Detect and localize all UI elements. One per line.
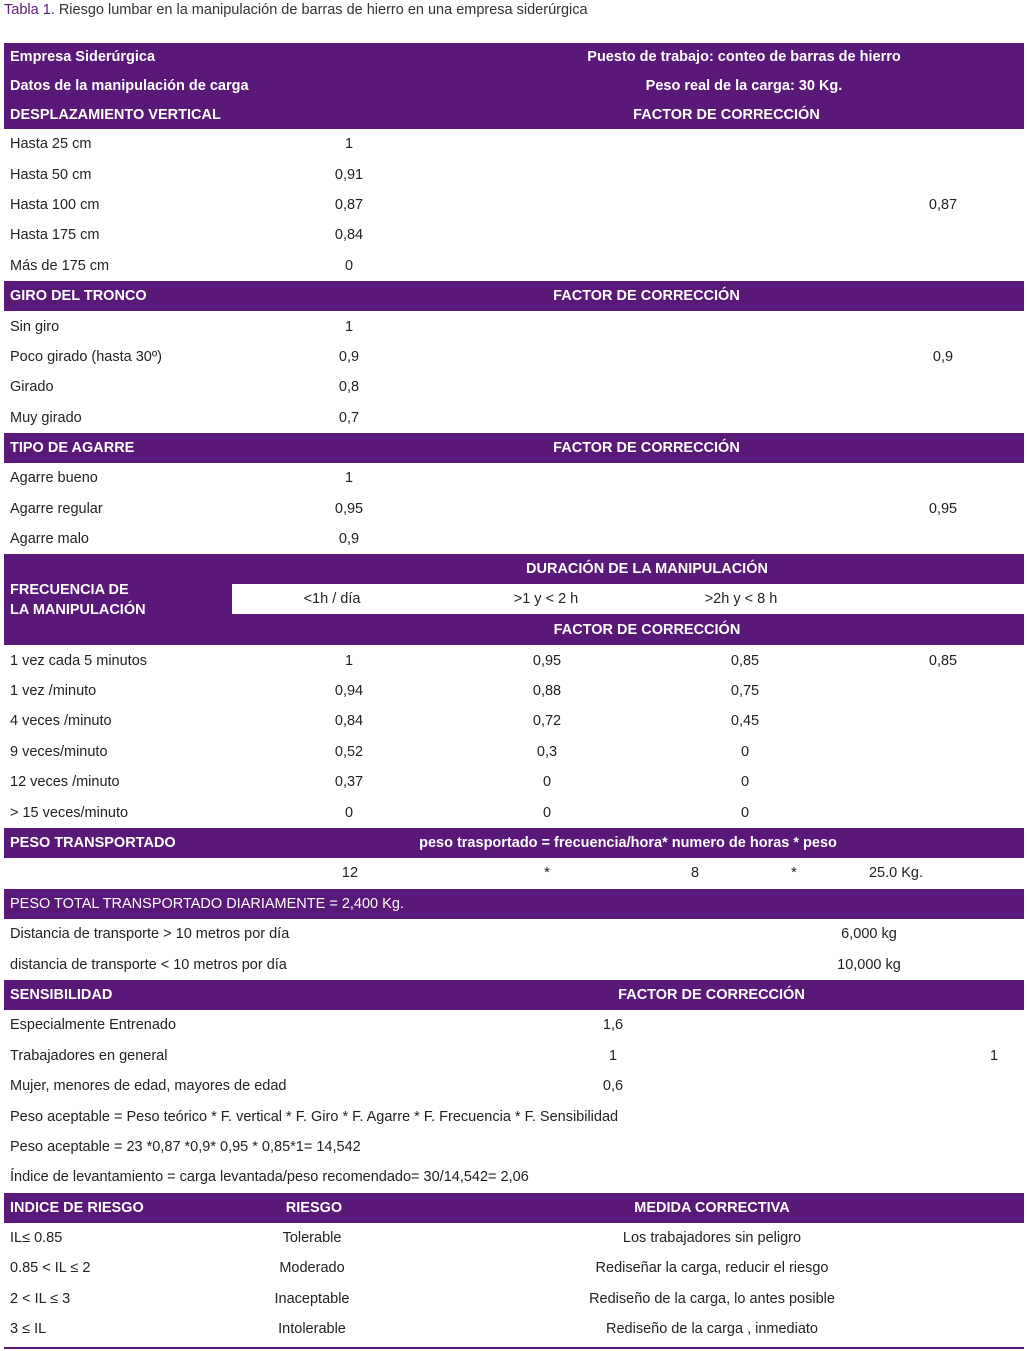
caption-label: Tabla 1. bbox=[4, 2, 55, 18]
frecuencia-value-2: 0,88 bbox=[532, 683, 562, 700]
frecuencia-value-3: 0,75 bbox=[730, 683, 760, 700]
frecuencia-value-1: 0 bbox=[344, 804, 354, 821]
frecuencia-value-2: 0 bbox=[542, 804, 552, 821]
frecuencia-value-1: 0,37 bbox=[334, 774, 364, 791]
sensibilidad-row-value: 0,6 bbox=[602, 1078, 624, 1095]
peso-calc-row bbox=[4, 858, 1024, 888]
agarre-row-value: 1 bbox=[344, 470, 354, 487]
vertical-row bbox=[4, 190, 1024, 220]
distance-row-value: 6,000 kg bbox=[841, 926, 897, 943]
sensibilidad-title: SENSIBILIDAD bbox=[10, 986, 113, 1003]
peso-calc-freq: 12 bbox=[341, 865, 359, 882]
duration-option-1: <1h / día bbox=[303, 591, 361, 608]
frecuencia-value-1: 0,84 bbox=[334, 713, 364, 730]
formula-text: Peso aceptable = 23 *0,87 *0,9* 0,95 * 0,85*1= 14,542 bbox=[10, 1138, 361, 1155]
giro-row bbox=[4, 372, 1024, 402]
vertical-rows bbox=[4, 129, 1024, 281]
peso-header bbox=[4, 828, 1024, 858]
vertical-title: DESPLAZAMIENTO VERTICAL bbox=[10, 106, 221, 123]
agarre-rows bbox=[4, 463, 1024, 554]
agarre-row-value: 0,95 bbox=[334, 500, 364, 517]
vertical-row-value: 0,84 bbox=[334, 227, 364, 244]
distance-row bbox=[4, 919, 1024, 949]
frecuencia-title: FRECUENCIA DE LA MANIPULACIÓN bbox=[4, 554, 232, 645]
company-name: Empresa Siderúrgica bbox=[10, 49, 156, 66]
agarre-selected: 0,95 bbox=[928, 500, 958, 517]
table-caption bbox=[4, 2, 588, 18]
peso-title: PESO TRANSPORTADO bbox=[10, 835, 176, 851]
sensibilidad-row bbox=[4, 1071, 1024, 1101]
real-weight: Peso real de la carga: 30 Kg. bbox=[645, 77, 843, 94]
riesgo-level: Moderado bbox=[279, 1260, 345, 1277]
frecuencia-value-3: 0,85 bbox=[730, 652, 760, 669]
giro-row-value: 0,7 bbox=[338, 409, 360, 426]
giro-row-value: 0,8 bbox=[338, 379, 360, 396]
frecuencia-value-2: 0 bbox=[542, 774, 552, 791]
frecuencia-row bbox=[4, 737, 1024, 767]
vertical-row-label: Hasta 25 cm bbox=[10, 136, 92, 153]
giro-selected: 0,9 bbox=[932, 348, 954, 365]
giro-header bbox=[4, 281, 1024, 311]
frecuencia-factor-title: FACTOR DE CORRECCIÓN bbox=[553, 621, 741, 638]
peso-calc-hours: 8 bbox=[690, 865, 700, 882]
distance-row bbox=[4, 949, 1024, 979]
duration-title: DURACIÓN DE LA MANIPULACIÓN bbox=[526, 561, 768, 578]
vertical-selected: 0,87 bbox=[928, 196, 958, 213]
riesgo-measure: Rediseño de la carga , inmediato bbox=[606, 1321, 818, 1338]
peso-total-row bbox=[4, 889, 1024, 919]
agarre-row bbox=[4, 463, 1024, 493]
giro-rows bbox=[4, 311, 1024, 433]
giro-row bbox=[4, 403, 1024, 433]
giro-title: GIRO DEL TRONCO bbox=[10, 288, 147, 305]
risk-table bbox=[4, 43, 1024, 1344]
frecuencia-row-label: 12 veces /minuto bbox=[10, 774, 120, 791]
giro-row-value: 1 bbox=[344, 318, 354, 335]
giro-row bbox=[4, 342, 1024, 372]
giro-factor-title: FACTOR DE CORRECCIÓN bbox=[553, 288, 740, 305]
giro-row-value: 0,9 bbox=[338, 348, 360, 365]
riesgo-level: Intolerable bbox=[278, 1321, 346, 1338]
vertical-row bbox=[4, 220, 1024, 250]
peso-calc-op1: * bbox=[544, 865, 550, 882]
frecuencia-value-2: 0,72 bbox=[532, 713, 562, 730]
sensibilidad-selected: 1 bbox=[989, 1047, 999, 1064]
frecuencia-row bbox=[4, 645, 1024, 675]
vertical-row-value: 0,91 bbox=[334, 166, 364, 183]
riesgo-index-header: INDICE DE RIESGO bbox=[10, 1199, 144, 1216]
vertical-row-value: 0 bbox=[344, 257, 354, 274]
riesgo-header bbox=[4, 1193, 1024, 1223]
riesgo-level: Inaceptable bbox=[274, 1290, 350, 1307]
vertical-row-label: Hasta 50 cm bbox=[10, 166, 92, 183]
riesgo-row bbox=[4, 1314, 1024, 1344]
peso-calc-op2: * bbox=[791, 865, 797, 882]
frecuencia-factor-header bbox=[232, 614, 1024, 645]
frecuencia-value-1: 1 bbox=[344, 652, 354, 669]
vertical-row bbox=[4, 251, 1024, 281]
sensibilidad-header bbox=[4, 980, 1024, 1010]
agarre-row bbox=[4, 524, 1024, 554]
giro-row-label: Sin giro bbox=[10, 318, 60, 335]
giro-row-label: Muy girado bbox=[10, 409, 82, 426]
agarre-row bbox=[4, 494, 1024, 524]
duration-options-row bbox=[232, 584, 1024, 614]
riesgo-measure: Los trabajadores sin peligro bbox=[622, 1230, 802, 1247]
riesgo-index: IL≤ 0.85 bbox=[10, 1230, 63, 1247]
riesgo-rows bbox=[4, 1223, 1024, 1345]
duration-option-3: >2h y < 8 h bbox=[704, 591, 778, 608]
agarre-row-label: Agarre regular bbox=[10, 500, 103, 517]
frecuencia-selected: 0,85 bbox=[928, 652, 958, 669]
duration-option-2: >1 y < 2 h bbox=[513, 591, 579, 608]
frecuencia-row bbox=[4, 706, 1024, 736]
vertical-row-value: 0,87 bbox=[334, 196, 364, 213]
frecuencia-row bbox=[4, 767, 1024, 797]
frecuencia-value-2: 0,3 bbox=[536, 743, 558, 760]
agarre-factor-title: FACTOR DE CORRECCIÓN bbox=[553, 440, 740, 457]
riesgo-measure-header: MEDIDA CORRECTIVA bbox=[634, 1199, 790, 1216]
header-row-data bbox=[4, 72, 1024, 101]
formula-row bbox=[4, 1101, 1024, 1131]
riesgo-row bbox=[4, 1284, 1024, 1314]
distance-rows bbox=[4, 919, 1024, 980]
caption-text: Riesgo lumbar en la manipulación de barras de hierro en una empresa siderúrgica bbox=[54, 2, 588, 18]
frecuencia-value-3: 0 bbox=[740, 804, 750, 821]
vertical-row bbox=[4, 129, 1024, 159]
frecuencia-value-3: 0,45 bbox=[730, 713, 760, 730]
sensibilidad-rows bbox=[4, 1010, 1024, 1101]
vertical-row-label: Hasta 100 cm bbox=[10, 196, 100, 213]
data-label: Datos de la manipulación de carga bbox=[10, 77, 249, 94]
sensibilidad-row-value: 1 bbox=[608, 1047, 618, 1064]
frecuencia-value-3: 0 bbox=[740, 774, 750, 791]
vertical-factor-title: FACTOR DE CORRECCIÓN bbox=[633, 106, 820, 123]
riesgo-risk-header: RIESGO bbox=[285, 1199, 343, 1216]
sensibilidad-row-value: 1,6 bbox=[602, 1017, 624, 1034]
giro-row bbox=[4, 311, 1024, 341]
frecuencia-row-label: 1 vez cada 5 minutos bbox=[10, 652, 148, 669]
frecuencia-row bbox=[4, 676, 1024, 706]
riesgo-index: 3 ≤ IL bbox=[10, 1321, 47, 1338]
duration-header bbox=[232, 554, 1024, 584]
distance-row-label: distancia de transporte < 10 metros por día bbox=[10, 956, 287, 973]
vertical-header bbox=[4, 100, 1024, 129]
frecuencia-row-label: 9 veces/minuto bbox=[10, 743, 108, 760]
riesgo-measure: Rediseñar la carga, reducir el riesgo bbox=[595, 1260, 829, 1277]
agarre-header bbox=[4, 433, 1024, 463]
frecuencia-row-label: 1 vez /minuto bbox=[10, 683, 97, 700]
riesgo-row bbox=[4, 1253, 1024, 1283]
frecuencia-header-block bbox=[4, 554, 1024, 645]
agarre-row-label: Agarre bueno bbox=[10, 470, 98, 487]
peso-calc-weight: 25.0 Kg. bbox=[868, 865, 923, 882]
vertical-row-value: 1 bbox=[344, 136, 354, 153]
frecuencia-value-1: 0,52 bbox=[334, 743, 364, 760]
giro-row-label: Poco girado (hasta 30º) bbox=[10, 348, 162, 365]
frecuencia-row-label: 4 veces /minuto bbox=[10, 713, 112, 730]
sensibilidad-factor-title: FACTOR DE CORRECCIÓN bbox=[618, 986, 805, 1003]
formula-text: Índice de levantamiento = carga levantada/peso recomendado= 30/14,542= 2,06 bbox=[10, 1169, 529, 1186]
formula-rows bbox=[4, 1101, 1024, 1192]
table-bottom-rule bbox=[4, 1347, 1024, 1349]
vertical-row-label: Hasta 175 cm bbox=[10, 227, 100, 244]
giro-row-label: Girado bbox=[10, 379, 54, 396]
sensibilidad-row-label: Mujer, menores de edad, mayores de edad bbox=[10, 1078, 287, 1095]
frecuencia-value-2: 0,95 bbox=[532, 652, 562, 669]
sensibilidad-row bbox=[4, 1010, 1024, 1040]
agarre-row-value: 0,9 bbox=[338, 531, 360, 548]
frecuencia-row bbox=[4, 797, 1024, 827]
distance-row-label: Distancia de transporte > 10 metros por día bbox=[10, 926, 290, 943]
frecuencia-value-3: 0 bbox=[740, 743, 750, 760]
frecuencia-value-1: 0,94 bbox=[334, 683, 364, 700]
riesgo-row bbox=[4, 1223, 1024, 1253]
formula-row bbox=[4, 1162, 1024, 1192]
riesgo-index: 0.85 < IL ≤ 2 bbox=[10, 1260, 91, 1277]
frecuencia-rows bbox=[4, 645, 1024, 827]
riesgo-measure: Rediseño de la carga, lo antes posible bbox=[589, 1290, 835, 1307]
frecuencia-row-label: > 15 veces/minuto bbox=[10, 804, 129, 821]
sensibilidad-row-label: Trabajadores en general bbox=[10, 1047, 168, 1064]
agarre-title: TIPO DE AGARRE bbox=[10, 440, 135, 457]
vertical-row-label: Más de 175 cm bbox=[10, 257, 110, 274]
riesgo-index: 2 < IL ≤ 3 bbox=[10, 1290, 71, 1307]
peso-formula: peso trasportado = frecuencia/hora* numero de horas * peso bbox=[419, 835, 837, 851]
peso-total: PESO TOTAL TRANSPORTADO DIARIAMENTE = 2,400 Kg. bbox=[10, 895, 404, 912]
distance-row-value: 10,000 kg bbox=[837, 956, 901, 973]
job-title: Puesto de trabajo: conteo de barras de hierro bbox=[587, 49, 901, 66]
formula-row bbox=[4, 1132, 1024, 1162]
formula-text: Peso aceptable = Peso teórico * F. vertical * F. Giro * F. Agarre * F. Frecuencia * F. Sensibilidad bbox=[10, 1108, 619, 1125]
sensibilidad-row-label: Especialmente Entrenado bbox=[10, 1017, 177, 1034]
header-row-company bbox=[4, 43, 1024, 72]
agarre-row-label: Agarre malo bbox=[10, 531, 89, 548]
riesgo-level: Tolerable bbox=[282, 1230, 342, 1247]
sensibilidad-row bbox=[4, 1041, 1024, 1071]
vertical-row bbox=[4, 159, 1024, 189]
